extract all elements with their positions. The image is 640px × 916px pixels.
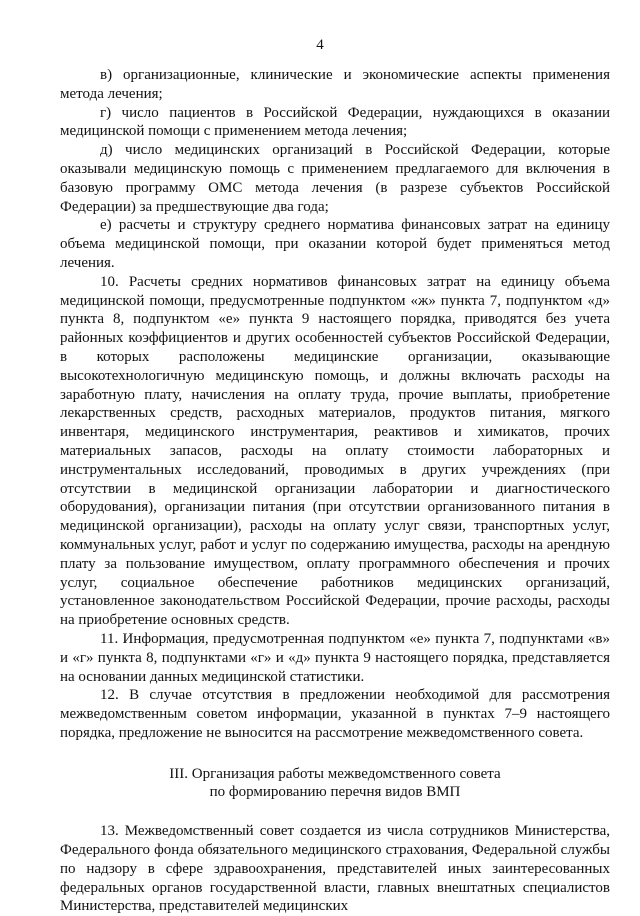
paragraph-11: 11. Информация, предусмотренная подпунктом «е» пункта 7, подпунктами «в» и «г» пункта 8, подпунктами «г» и «д» пункта 9 настоящего порядка, представляется на основании данных медицинской статистики. xyxy=(60,630,610,685)
paragraph-item-d: д) число медицинских организаций в Российской Федерации, которые оказывали медицинскую помощь с применением предлагаемого для включения в базовую программу ОМС метода лечения (в разрезе субъектов Российской Федерации) за предшествующие два года; xyxy=(60,142,610,215)
paragraph-item-e: е) расчеты и структуру среднего норматива финансовых затрат на единицу объема медицинской помощи, при оказании которой будет применяться метод лечения. xyxy=(60,217,610,271)
section-heading-line-2: по формированию перечня видов ВМП xyxy=(209,784,461,801)
paragraph-item-g: г) число пациентов в Российской Федерации, нуждающихся в оказании медицинской помощи с применением метода лечения; xyxy=(60,104,610,140)
paragraph-12: 12. В случае отсутствия в предложении необходимой для рассмотрения межведомственным советом информации, указанной в пунктах 7–9 настоящего порядка, предложение не выносится на рассмотрение межведомственного совета. xyxy=(60,687,610,741)
section-heading xyxy=(60,765,610,803)
page-number: 4 xyxy=(316,37,324,53)
section-heading-line-1: III. Организация работы межведомственного совета xyxy=(169,765,501,782)
paragraph-10: 10. Расчеты средних нормативов финансовых затрат на единицу объема медицинской помощи, предусмотренные подпунктом «ж» пункта 7, подпунктом «д» пункта 8, подпунктом «е» пункта 9 настоящего порядка, приводятся без учета районных коэффициентов и других особенностей субъектов Российской Федерации, в которых расположены медицинские организации, оказывающие высокотехнологичную медицинскую помощь, и должны включать расходы на заработную плату, начисления на оплату труда, прочие выплаты, приобретение лекарственных средств, расходных материалов, продуктов питания, мягкого инвентаря, медицинского инструментария, реактивов и химикатов, прочих материальных запасов, расходы на оплату стоимости лабораторных и инструментальных исследований, проводимых в других учреждениях (при отсутствии в медицинской организации лаборатории и диагностического оборудования), организации питания (при отсутствии организованного питания в медицинской организации), расходы на оплату услуг связи, транспортных услуг, коммунальных услуг, работ и услуг по содержанию имущества, расходы на арендную плату за пользование имуществом, оплату программного обеспечения и прочих услуг, социальное обеспечение работников медицинских организаций, установленное законодательством Российской Федерации, прочие расходы, расходы на приобретение основных средств. xyxy=(60,273,610,629)
document-body xyxy=(60,66,610,916)
paragraph-13: 13. Межведомственный совет создается из числа сотрудников Министерства, Федерального фонда обязательного медицинского страхования, Федеральной службы по надзору в сфере здравоохранения, представителей иных заинтересованных федеральных органов государственной власти, главных внештатных специалистов Министерства, представителей медицинских xyxy=(60,823,610,915)
paragraph-item-v: в) организационные, клинические и экономические аспекты применения метода лечения; xyxy=(60,67,610,102)
